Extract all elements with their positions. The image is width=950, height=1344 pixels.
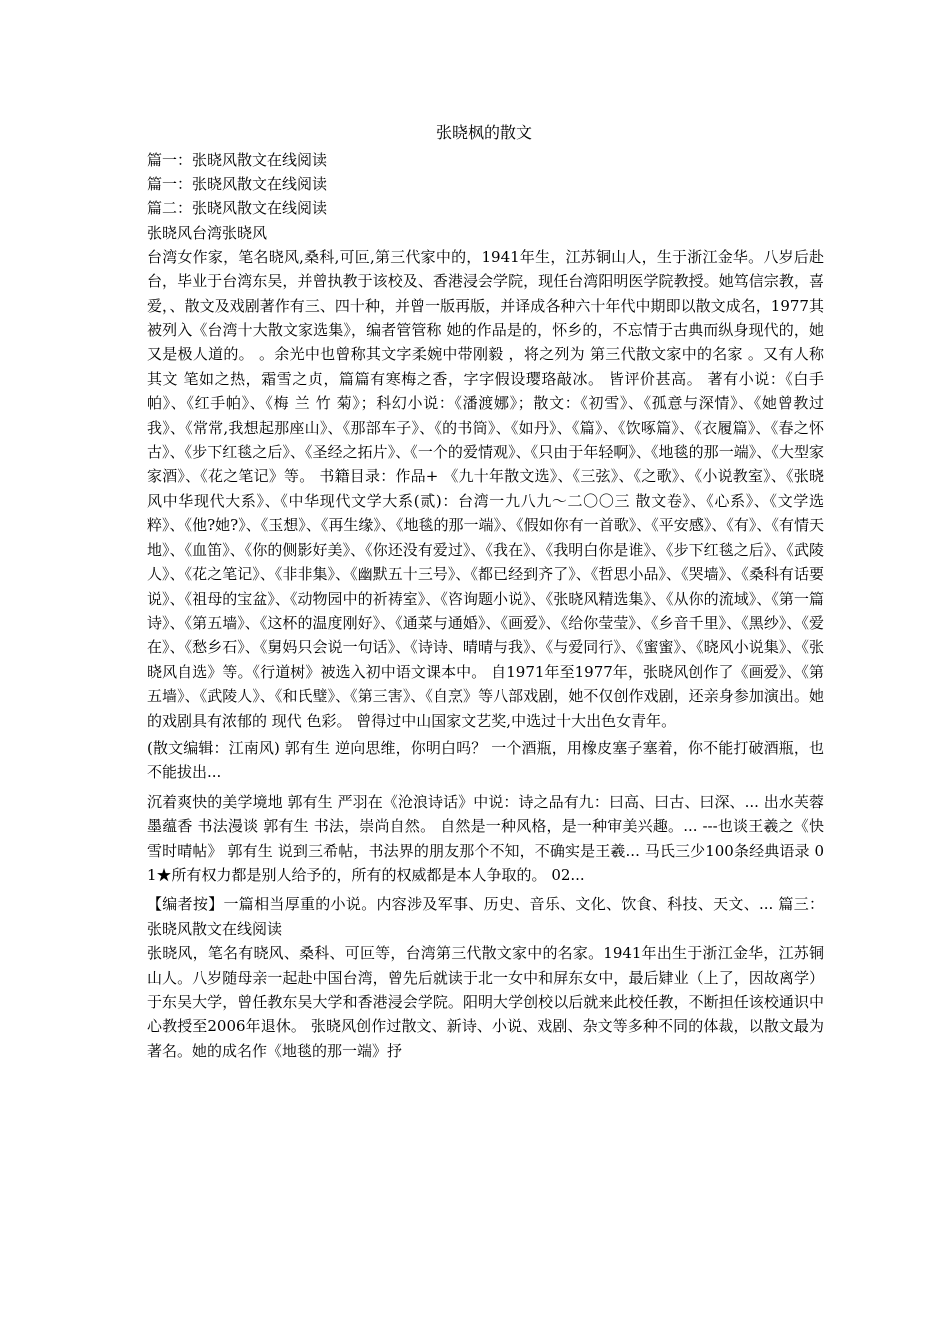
heading-line-3: 篇二：张晓风散文在线阅读 (147, 199, 328, 218)
paragraph-1: 台湾女作家，笔名晓风,桑科,可叵,第三代家中的，1941年生，江苏铜山人，生于浙江金华。八岁后赴台，毕业于台湾东吴，并曾执教于该校及、香港浸会学院，现任台湾阳明医学院教授。她笃信宗教，喜爱，、散文及戏剧著作有三、四十种，并曾一版再版，并译成各种六十年代中期即以散文成名，1977其被列入《台湾十大散文家选集》，编者管管称 她的作品是的，怀乡的，不忘情于古典而纵身现代的，她又是极人道的。 。余光中也曾称其文字柔婉中带刚毅 ，将之列为 第三代散文家中的名家 。又有人称其文 笔如之热，霜雪之贞，篇篇有寒梅之香，字字假设璎珞敲冰。 皆评价甚高。 著有小说：《白手帕》、《红手帕》、《梅 兰 竹 菊》；科幻小说：《潘渡娜》；散文：《初雪》、《孤意与深情》、《她曾教过我》、《常常,我想起那座山》、《那部车子》、《的书筒》、《如丹》、《篇》、《饮啄篇》、《衣履篇》、《春之怀古》、《步下红毯之后》、《圣经之拓片》、《一个的爱情观》、《只由于年轻啊》、《地毯的那一端》、《大型家家酒》、《花之笔记》等。 书籍目录：作品+ 《九十年散文选》、《三弦》、《之歌》、《小说教室》、《张晓风中华现代大系》、《中华现代文学大系(贰)：台湾一九八九～二〇〇三 散文卷》、《心系》、《文学选粹》、《他?她?》、《玉想》、《再生缘》、《地毯的那一端》、《假如你有一首歌》、《平安感》、《有》、《有情天地》、《血笛》、《你的侧影好美》、《你还没有爱过》、《我在》、《我明白你是谁》、《步下红毯之后》、《武陵人》、《花之笔记》、《非非集》、《幽默五十三号》、《都已经到齐了》、《哲思小品》、《哭墙》、《桑科有话要说》、《祖母的宝盆》、《动物园中的祈祷室》、《咨询题小说》、《张晓风精选集》、《从你的流域》、《第一篇诗》、《第五墙》、《这杯的温度刚好》、《通菜与通婚》、《画爱》、《给你莹莹》、《乡音千里》、《黑纱》、《爱在》、《愁乡石》、《舅妈只会说一句话》、《诗诗、晴晴与我》、《与爱同行》、《蜜蜜》、《晓风小说集》、《张晓风自选》等。《行道树》被选入初中语文课本中。 自1971年至1977年，张晓风创作了《画爱》、《第五墙》、《武陵人》、《和氏璧》、《第三害》、《自烹》等八部戏剧，她不仅创作戏剧，还亲身参加演出。她的戏剧具有浓郁的 现代 色彩。 曾得过中山国家文艺奖,中选过十大出色女青年。 (147, 247, 824, 730)
document-page (144, 120, 824, 1063)
heading-line-4: 张晓风台湾张晓风 (147, 223, 268, 242)
heading-line-1: 篇一：张晓风散文在线阅读 (147, 151, 328, 169)
paragraph-2: (散文编辑：江南风) 郭有生 逆向思维，你明白吗？ 一个酒瓶，用橡皮塞子塞着，你不能打破酒瓶，也不能拔出... (147, 738, 824, 782)
document-title: 张晓枫的散文 (435, 123, 532, 142)
paragraph-3: 沉着爽快的美学境地 郭有生 严羽在《沧浪诗话》中说：诗之品有九：曰高、曰古、曰深、... 出水芙蓉墨蕴香 书法漫谈 郭有生 书法，崇尚自然。 自然是一种风格，是一种审美兴趣。... ---也谈王羲之《快雪时晴帖》 郭有生 说到三希帖，书法界的朋友那个不知，不确实是王羲... 马氏三少100条经典语录 01★所有权力都是别人给予的，所有的权威都是本人争取的。 02... (147, 792, 824, 884)
paragraph-4: 【编者按】一篇相当厚重的小说。内容涉及军事、历史、音乐、文化、饮食、科技、天文、... 篇三：张晓风散文在线阅读 (147, 895, 824, 938)
paragraph-5: 张晓风，笔名有晓风、桑科、可叵等，台湾第三代散文家中的名家。1941年出生于浙江金华，江苏铜山人。八岁随母亲一起赴中国台湾，曾先后就读于北一女中和屏东女中，最后肄业（上了，因故离学）于东吴大学，曾任教东吴大学和香港浸会学院。阳明大学创校以后就来此校任教，不断担任该校通识中心教授至2006年退休。 张晓风创作过散文、新诗、小说、戏剧、杂文等多种不同的体裁，以散文最为著名。她的成名作《地毯的那一端》抒 (147, 944, 824, 1060)
heading-line-2: 篇一：张晓风散文在线阅读 (147, 175, 328, 194)
